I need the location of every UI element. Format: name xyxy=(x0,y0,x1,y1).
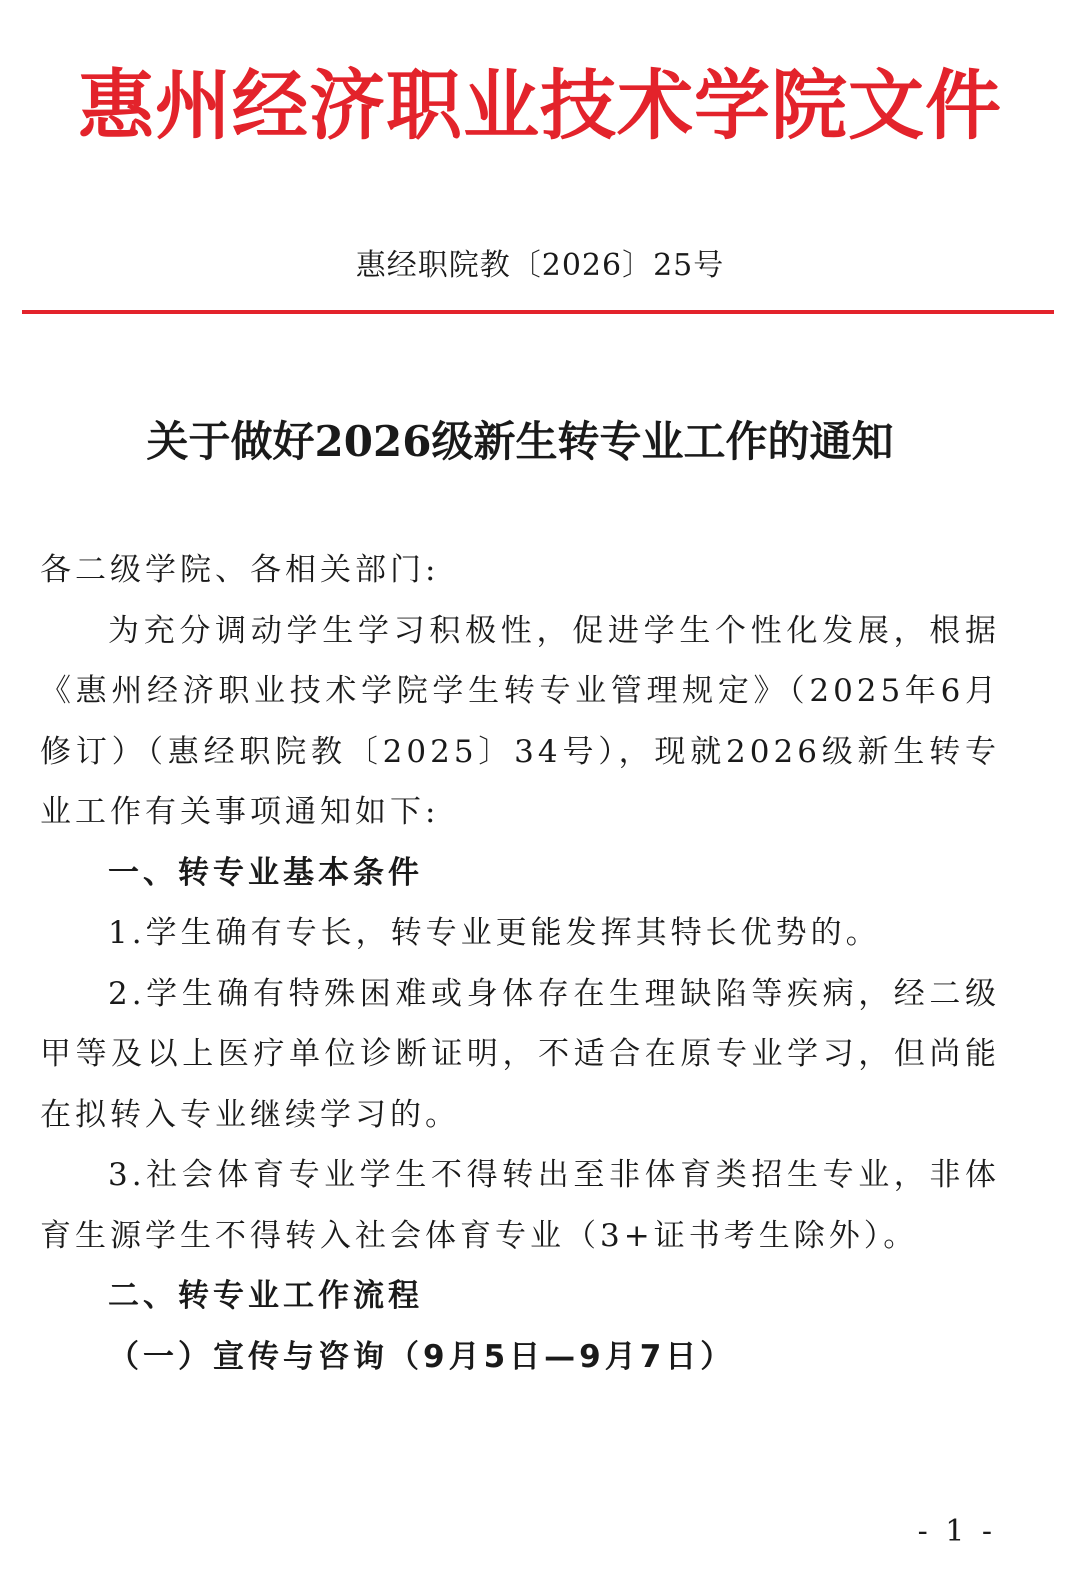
red-divider-line xyxy=(22,310,1054,314)
document-body xyxy=(40,540,1000,1387)
intro-paragraph: 为充分调动学生学习积极性，促进学生个性化发展，根据《惠州经济职业技术学院学生转专业管理规定》（2025年6月修订）（惠经职院教〔2025〕34号），现就2026级新生转专业工作有关事项通知如下: xyxy=(40,612,1000,830)
condition-item-2: 2.学生确有特殊困难或身体存在生理缺陷等疾病，经二级甲等及以上医疗单位诊断证明，不适合在原专业学习，但尚能在拟转入专业继续学习的。 xyxy=(40,975,1000,1133)
document-header-title: 惠州经济职业技术学院文件 xyxy=(78,61,1002,150)
condition-item-1: 1.学生确有专长，转专业更能发挥其特长优势的。 xyxy=(108,915,881,951)
subsection-1-heading: （一）宣传与咨询（9月5日—9月7日） xyxy=(108,1338,736,1375)
section-2-heading: 二、转专业工作流程 xyxy=(108,1278,423,1314)
document-number: 惠经职院教〔2026〕25号 xyxy=(355,248,725,283)
page-number: - 1 - xyxy=(917,1514,996,1549)
condition-item-3: 3.社会体育专业学生不得转出至非体育类招生专业，非体育生源学生不得转入社会体育专业（3+证书考生除外）。 xyxy=(40,1157,1000,1254)
section-1-heading: 一、转专业基本条件 xyxy=(108,854,423,891)
salutation: 各二级学院、各相关部门: xyxy=(40,552,440,588)
notice-title: 关于做好2026级新生转专业工作的通知 xyxy=(146,417,894,466)
